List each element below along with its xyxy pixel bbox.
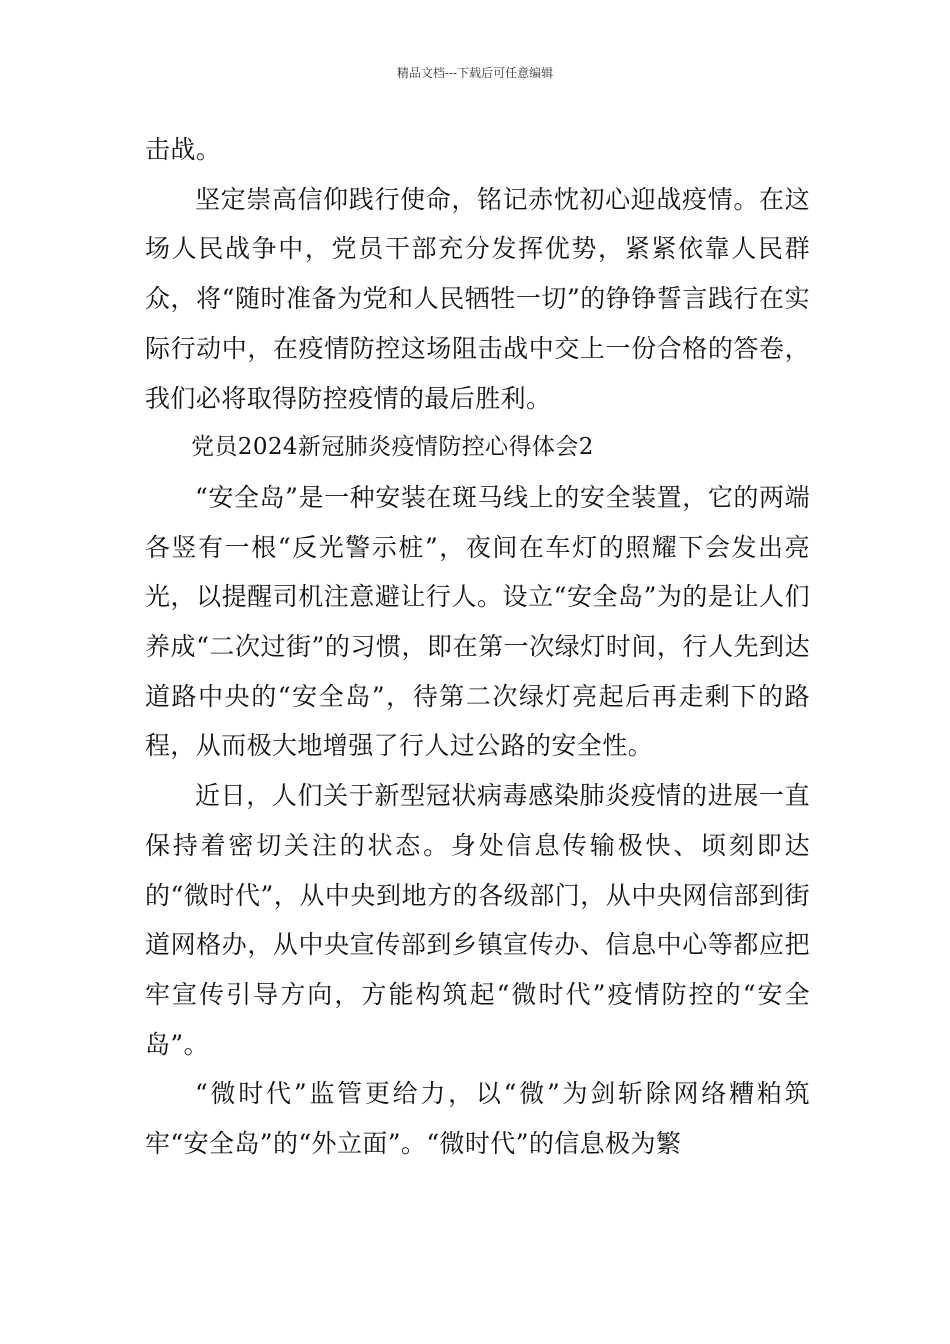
paragraph-micro-era: 近日，人们关于新型冠状病毒感染肺炎疫情的进展一直保持着密切关注的状态。身处信息传输极快、顷刻即达的“微时代”，从中央到地方的各级部门，从中央网信部到街道网格办，从中央宣传部到乡镇宣传办、信息中心等都应把牢宣传引导方向，方能构筑起“微时代”疫情防控的“安全岛”。 <box>145 781 810 1059</box>
paragraph-safety-island: “安全岛”是一种安装在斑马线上的安全装置，它的两端各竖有一根“反光警示桩”，夜间在车灯的照耀下会发出亮光，以提醒司机注意避让行人。设立“安全岛”为的是让人们养成“二次过街”的习惯，即在第一次绿灯时间，行人先到达道路中央的“安全岛”，待第二次绿灯亮起后再走剩下的路程，从而极大地增强了行人过公路的安全性。 <box>145 482 810 761</box>
paragraph-continuation: 击战。 <box>145 135 222 164</box>
paragraph-supervision: “微时代”监管更给力，以“微”为剑斩除网络糟粕筑牢“安全岛”的“外立面”。“微时代”的信息极为繁 <box>145 1079 810 1159</box>
page-header: 精品文档---下载后可任意编辑 <box>396 66 554 80</box>
paragraph-faith: 坚定崇高信仰践行使命，铭记赤忱初心迎战疫情。在这场人民战争中，党员干部充分发挥优势，紧紧依靠人民群众，将“随时准备为党和人民牺牲一切”的铮铮誓言践行在实际行动中，在疫情防控这场阻击战中交上一份合格的答卷，我们必将取得防控疫情的最后胜利。 <box>145 184 810 413</box>
section-heading: 党员2024新冠肺炎疫情防控心得体会2 <box>191 434 594 461</box>
document-body <box>145 125 810 1169</box>
